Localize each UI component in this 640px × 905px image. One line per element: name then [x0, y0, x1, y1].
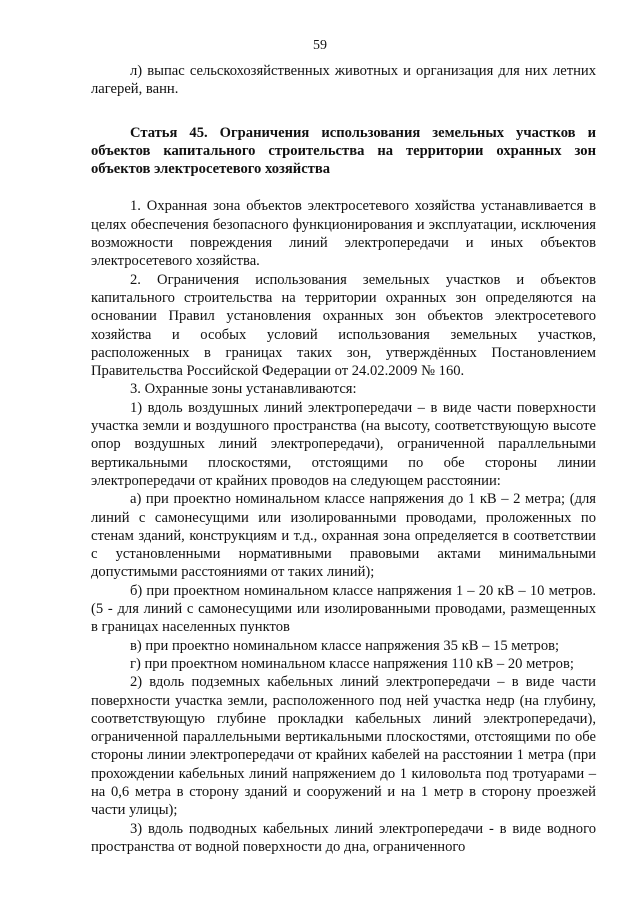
paragraph-item-g: г) при проектном номинальном классе напряжения 110 кВ – 20 метров;	[130, 655, 574, 672]
paragraph-subclause-2: 2) вдоль подземных кабельных линий электропередачи – в виде части поверхности участка земли, расположенного под ней участка недр (на глубину, соответствующую глубине прокладки кабельных линий электропередачи), ограниченной параллельными вертикальными плоскостями, отстоящими по обе стороны линии электропередачи от крайних кабелей на расстоянии 1 метра (при прохождении кабельных линий напряжением до 1 киловольта под тротуарами – на 0,6 метра в сторону зданий и сооружений и на 1 метр в сторону проезжей части улицы);	[91, 674, 596, 819]
paragraph-item-b: б) при проектном номинальном классе напряжения 1 – 20 кВ – 10 метров. (5 - для линий с самонесущими или изолированными проводами, размещенных в границах населенных пунктов	[91, 582, 596, 636]
document-body	[91, 62, 596, 856]
paragraph-clause-2: 2. Ограничения использования земельных участков и объектов капитального строительства на территории охранных зон определяются на основании Правил установления охранных зон объектов электросетевого хозяйства и особых условий использования земельных участков, расположенных в границах таких зон, утверждённых Постановлением Правительства Российской Федерации от 24.02.2009 № 160.	[91, 271, 596, 380]
paragraph-clause-1: 1. Охранная зона объектов электросетевого хозяйства устанавливается в целях обеспечения безопасного функционирования и эксплуатации, исключения возможности повреждения линий электропередачи и иных объектов электросетевого хозяйства.	[91, 198, 596, 270]
paragraph-subclause-3: 3) вдоль подводных кабельных линий электропередачи - в виде водного пространства от водной поверхности до дна, ограниченного	[91, 820, 596, 855]
paragraph-clause-3: 3. Охранные зоны устанавливаются:	[130, 381, 357, 398]
page-number: 59	[313, 38, 327, 53]
paragraph-item-a: а) при проектно номинальном классе напряжения до 1 кВ – 2 метра; (для линий с самонесущими или изолированными проводами, проложенных по стенам зданий, конструкциям и т.д., охранная зона определяется в соответствии с установленными нормативными правовыми актами минимальными допустимыми расстояниями от таких линий);	[91, 491, 596, 581]
paragraph-subclause-1: 1) вдоль воздушных линий электропередачи – в виде части поверхности участка земли и воздушного пространства (на высоту, соответствующую высоте опор воздушных линий электропередачи), ограниченной параллельными вертикальными плоскостями, отстоящими по обе стороны линии электропередачи от крайних проводов на следующем расстоянии:	[91, 399, 596, 489]
paragraph-item-v: в) при проектно номинальном классе напряжения 35 кВ – 15 метров;	[130, 637, 560, 654]
intro-paragraph: л) выпас сельскохозяйственных животных и организация для них летних лагерей, ванн.	[91, 63, 596, 98]
article-heading: Статья 45. Ограничения использования земельных участков и объектов капитального строительства на территории охранных зон объектов электросетевого хозяйства	[91, 124, 596, 178]
